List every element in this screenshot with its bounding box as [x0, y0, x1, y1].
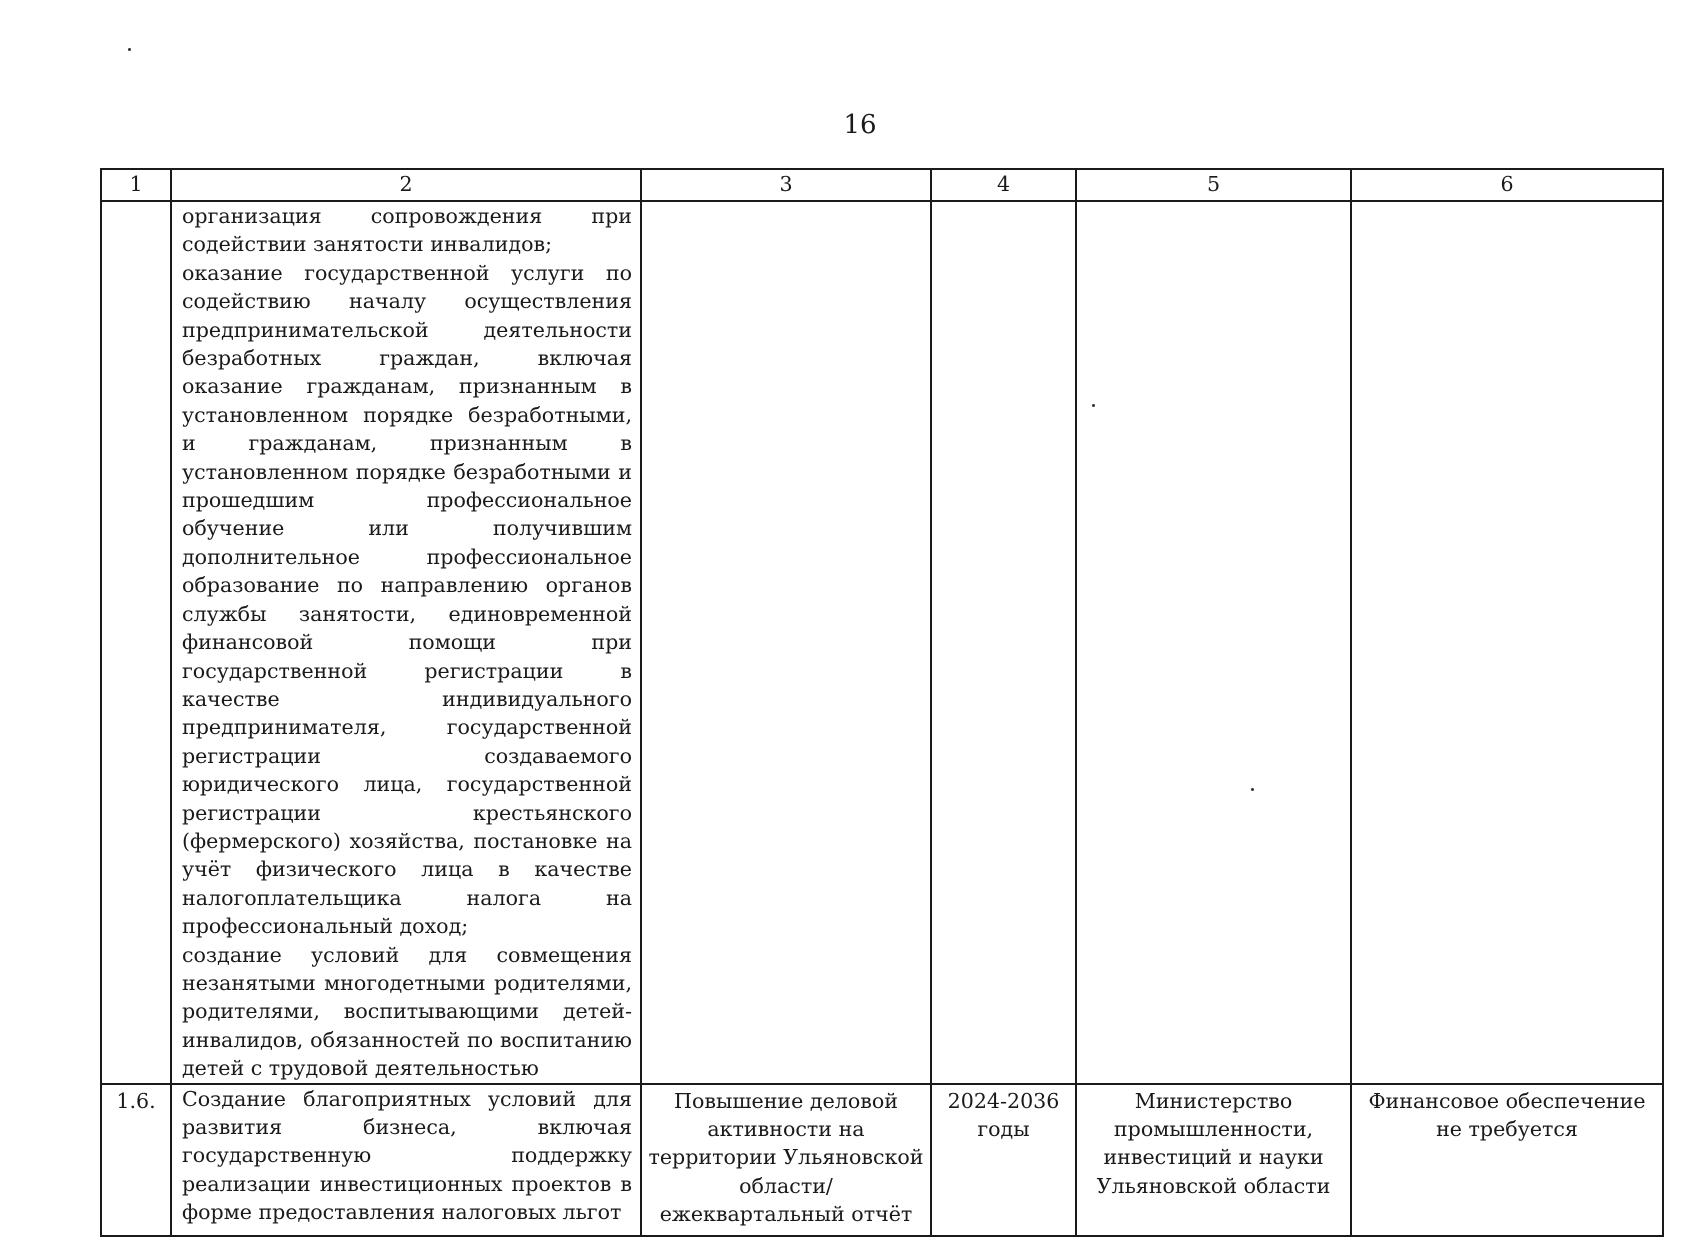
responsible-cell: Министерство промышленности, инвестиций и науки Ульяновской области: [1076, 1084, 1351, 1236]
measures-table: [100, 168, 1664, 1237]
measure-description-cell: Создание благоприятных условий для развития бизнеса, включая государственную поддержку реализации инвестиционных проектов в форме предоставления налоговых льгот: [171, 1084, 641, 1236]
row-number-cell: [101, 201, 171, 1084]
column-header: 5: [1076, 169, 1351, 201]
measure-description-cell: [171, 201, 641, 1084]
description-paragraph: создание условий для совмещения незанятыми многодетными родителями, родителями, воспитывающими детей-инвалидов, обязанностей по воспитанию детей с трудовой деятельностью: [182, 942, 632, 1081]
result-cell: Повышение деловой активности на территории Ульяновской области/ ежеквартальный отчёт: [641, 1084, 931, 1236]
responsible-cell: [1076, 201, 1351, 1084]
column-header: 6: [1351, 169, 1663, 201]
financing-cell: [1351, 201, 1663, 1084]
period-cell: [931, 201, 1076, 1084]
page-number: 16: [843, 110, 877, 140]
column-header: 4: [931, 169, 1076, 201]
table-header-row: [101, 169, 1663, 201]
description-paragraph: оказание государственной услуги по содействию началу осуществления предпринимательской деятельности безработных граждан, включая оказание гражданам, признанным в установленном порядке безработными, и гражданам, признанным в установленном порядке безработными и прошедшим профессиональное обучение или получившим дополнительное профессиональное образование по направлению органов службы занятости, единовременной финансовой помощи при государственной регистрации в качестве индивидуального предпринимателя, государственной регистрации создаваемого юридического лица, государственной регистрации крестьянского (фермерского) хозяйства, постановке на учёт физического лица в качестве налогоплательщика налога на профессиональный доход;: [182, 260, 632, 939]
row-number-cell: 1.6.: [101, 1084, 171, 1236]
period-cell: 2024-2036 годы: [931, 1084, 1076, 1236]
result-cell: [641, 201, 931, 1084]
financing-cell: Финансовое обеспечение не требуется: [1351, 1084, 1663, 1236]
scan-speck: [128, 48, 131, 51]
description-paragraph: организация сопровождения при содействии занятости инвалидов;: [182, 204, 632, 257]
table-row: [101, 1084, 1663, 1236]
column-header: 3: [641, 169, 931, 201]
column-header: 2: [171, 169, 641, 201]
table-row: [101, 201, 1663, 1084]
column-header: 1: [101, 169, 171, 201]
